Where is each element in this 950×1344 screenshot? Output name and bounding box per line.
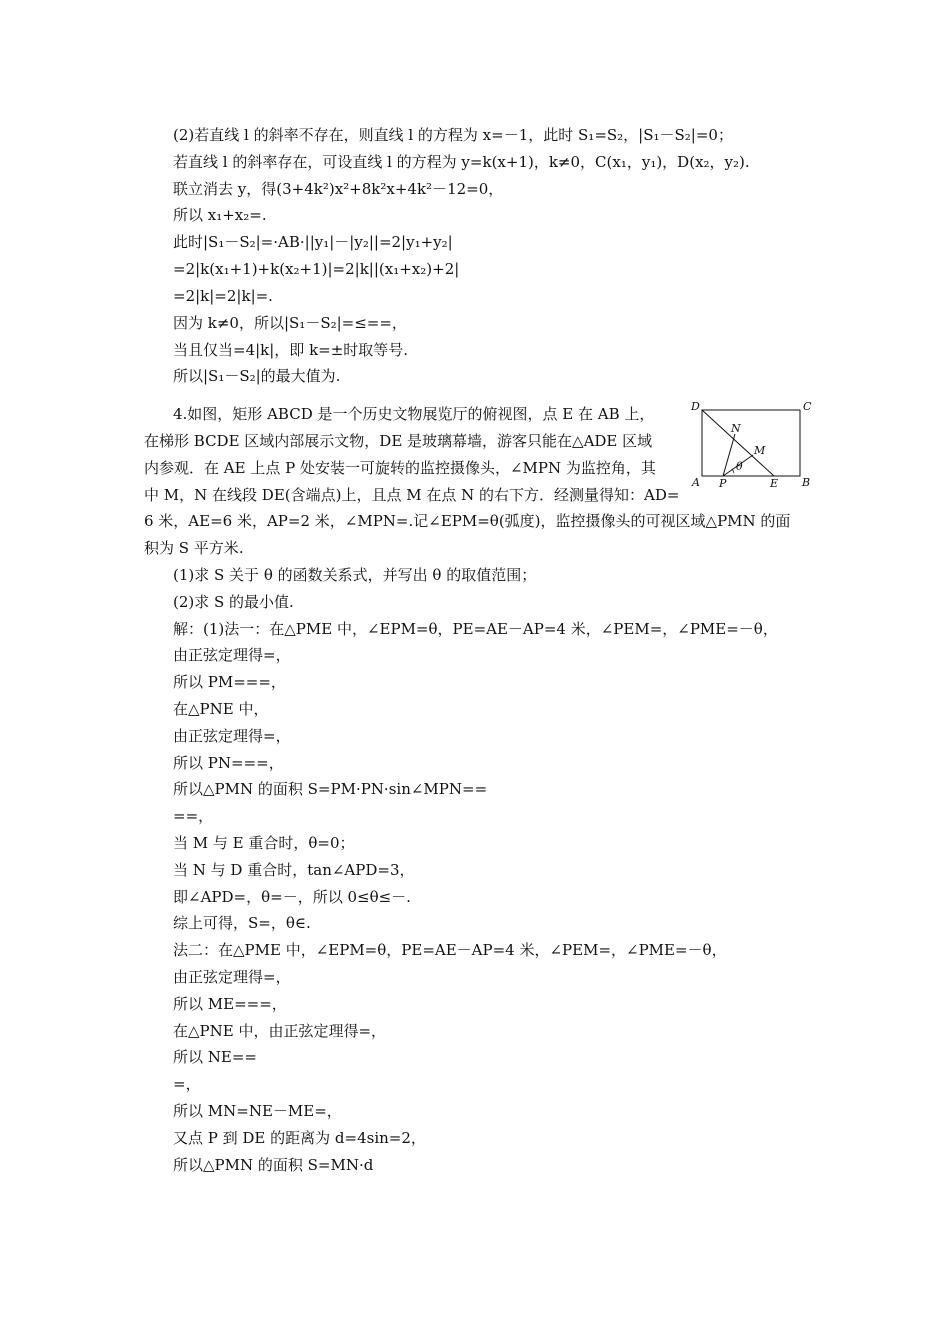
answer-line: 当 M 与 E 重合时，θ=0；: [173, 834, 355, 852]
answer-line: 由正弦定理得=，: [173, 968, 291, 986]
answer-line: 所以△PMN 的面积 S=MN·d: [173, 1156, 374, 1174]
solution-line: 因为 k≠0，所以|S₁－S₂|=≤==，: [173, 314, 407, 332]
answer-line: 所以 NE==: [173, 1048, 257, 1066]
solution-line: =2|k|=2|k|=.: [173, 287, 273, 305]
problem-line: 中 M，N 在线段 DE(含端点)上，且点 M 在点 N 的右下方．经测量得知：AD=: [144, 486, 680, 504]
label-n: N: [731, 422, 741, 435]
label-c: C: [803, 400, 812, 413]
answer-line: 综上可得，S=，θ∈.: [173, 914, 311, 932]
solution-line: 若直线 l 的斜率存在，可设直线 l 的方程为 y=k(x+1)，k≠0，C(x₁，y₁)，D(x₂，y₂).: [173, 153, 750, 171]
question-line: (2)求 S 的最小值.: [173, 593, 294, 611]
answer-line: 所以 PN===，: [173, 754, 284, 772]
answer-line: 所以 MN=NE－ME=，: [173, 1102, 342, 1120]
rectangle-abcd: [702, 410, 800, 476]
problem-line: 积为 S 平方米.: [144, 539, 244, 557]
answer-line: 所以 PM===，: [173, 673, 286, 691]
answer-line: 所以△PMN 的面积 S=PM·PN·sin∠MPN==: [173, 780, 488, 798]
problem-line: 在梯形 BCDE 区域内部展示文物，DE 是玻璃幕墙，游客只能在△ADE 区域: [144, 432, 653, 450]
answer-line: 法二：在△PME 中，∠EPM=θ，PE=AE－AP=4 米，∠PEM=，∠PME=－θ，: [173, 941, 727, 959]
answer-line: 解：(1)法一：在△PME 中，∠EPM=θ，PE=AE－AP=4 米，∠PEM=，∠PME=－θ，: [173, 620, 778, 638]
answer-line: 当 N 与 D 重合时，tan∠APD=3，: [173, 861, 415, 879]
solution-line: 此时|S₁－S₂|=·AB·||y₁|－|y₂||=2|y₁+y₂|: [173, 233, 453, 251]
segment-pn: [723, 434, 735, 476]
problem-line: 内参观．在 AE 上点 P 处安装一可旋转的监控摄像头，∠MPN 为监控角，其: [144, 459, 656, 477]
label-d: D: [691, 400, 700, 413]
solution-line: 当且仅当=4|k|，即 k=±时取等号.: [173, 341, 409, 359]
answer-line: ==，: [173, 807, 214, 825]
question-line: (1)求 S 关于 θ 的函数关系式，并写出 θ 的取值范围；: [173, 566, 537, 584]
problem-line: 4.如图，矩形 ABCD 是一个历史文物展览厅的俯视图，点 E 在 AB 上，: [173, 405, 655, 423]
answer-line: 即∠APD=，θ=－，所以 0≤θ≤－.: [173, 888, 411, 906]
answer-line: =，: [173, 1075, 201, 1093]
answer-line: 又点 P 到 DE 的距离为 d=4sin=2，: [173, 1129, 426, 1147]
label-p: P: [719, 477, 727, 490]
answer-line: 所以 ME===，: [173, 995, 287, 1013]
problem-line: 6 米，AE=6 米，AP=2 米，∠MPN=.记∠EPM=θ(弧度)，监控摄像头的可视区域△PMN 的面: [144, 512, 791, 530]
solution-line: 联立消去 y，得(3+4k²)x²+8k²x+4k²－12=0，: [173, 180, 504, 198]
label-m: M: [754, 444, 766, 457]
answer-line: 由正弦定理得=，: [173, 646, 291, 664]
answer-line: 在△PNE 中，由正弦定理得=，: [173, 1022, 387, 1040]
solution-line: 所以 x₁+x₂=.: [173, 206, 267, 224]
solution-line: =2|k(x₁+1)+k(x₂+1)|=2|k||(x₁+x₂)+2|: [173, 260, 460, 278]
label-e: E: [770, 477, 779, 490]
label-b: B: [802, 476, 811, 489]
exhibition-hall-diagram: [690, 398, 816, 490]
solution-line: 所以|S₁－S₂|的最大值为.: [173, 367, 341, 385]
label-a: A: [692, 476, 700, 489]
answer-line: 由正弦定理得=，: [173, 727, 291, 745]
answer-line: 在△PNE 中，: [173, 700, 269, 718]
solution-line: (2)若直线 l 的斜率不存在，则直线 l 的方程为 x=－1，此时 S₁=S₂，|S₁－S₂|=0；: [173, 126, 733, 144]
label-theta: θ: [736, 460, 743, 473]
